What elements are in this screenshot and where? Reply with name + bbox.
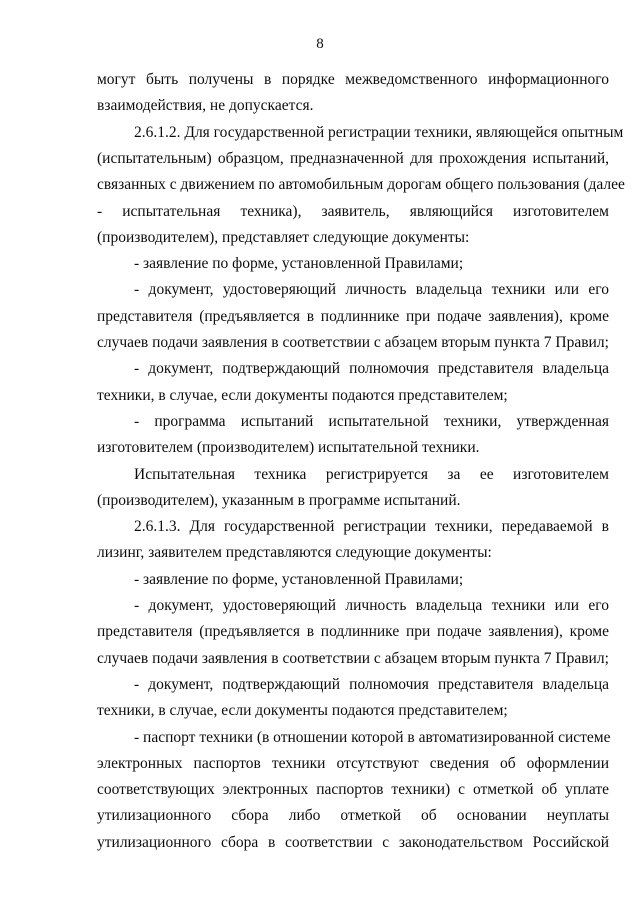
text-line: - документ, подтверждающий полномочия представителя владельца xyxy=(134,675,609,693)
text-line: 2.6.1.3. Для государственной регистрации техники, передаваемой в xyxy=(134,518,609,536)
text-line: 2.6.1.2. Для государственной регистрации техники, являющейся опытным xyxy=(134,123,624,141)
text-line: изготовителем (производителем) испытательной техники. xyxy=(97,439,480,457)
text-line: соответствующих электронных паспортов техники) с отметкой об уплате xyxy=(97,781,609,799)
text-line: случаев подачи заявления в соответствии с абзацем вторым пункта 7 Правил; xyxy=(97,334,609,351)
text-line: электронных паспортов техники отсутствуют сведения об оформлении xyxy=(97,754,609,772)
text-line: утилизационного сбора в соответствии с законодательством Российской xyxy=(97,833,609,851)
text-line: - документ, подтверждающий полномочия представителя владельца xyxy=(134,360,609,378)
text-line: - документ, удостоверяющий личность владельца техники или его xyxy=(134,597,609,614)
text-line: взаимодействия, не допускается. xyxy=(97,97,314,115)
text-line: - программа испытаний испытательной техники, утвержденная xyxy=(134,412,609,430)
text-line: связанных с движением по автомобильным дорогам общего пользования (далее xyxy=(97,176,625,194)
text-line: - заявление по форме, установленной Правилами; xyxy=(134,255,464,273)
text-line: - паспорт техники (в отношении которой в автоматизированной системе xyxy=(134,728,611,746)
text-line: Испытательная техника регистрируется за ее изготовителем xyxy=(134,465,609,483)
text-line: (производителем), представляет следующие документы: xyxy=(97,228,470,246)
text-line: техники, в случае, если документы подаются представителем; xyxy=(97,702,508,720)
text-line: утилизационного сбора либо отметкой об основании неуплаты xyxy=(97,807,609,825)
text-line: случаев подачи заявления в соответствии с абзацем вторым пункта 7 Правил; xyxy=(97,649,609,667)
page-number: 8 xyxy=(316,36,324,52)
text-line: представителя (предъявляется в подлиннике при подаче заявления), кроме xyxy=(97,307,609,325)
text-line: (испытательным) образцом, предназначенной для прохождения испытаний, xyxy=(97,149,609,167)
text-line: могут быть получены в порядке межведомственного информационного xyxy=(97,71,609,88)
text-line: техники, в случае, если документы подаются представителем; xyxy=(97,386,508,404)
text-line: представителя (предъявляется в подлиннике при подаче заявления), кроме xyxy=(97,623,609,641)
text-line: - испытательная техника), заявитель, являющийся изготовителем xyxy=(97,202,609,220)
text-line: (производителем), указанным в программе испытаний. xyxy=(97,491,461,509)
text-line: - документ, удостоверяющий личность владельца техники или его xyxy=(134,281,609,299)
text-line: - заявление по форме, установленной Правилами; xyxy=(134,570,464,588)
text-line: лизинг, заявителем представляются следующие документы: xyxy=(97,544,492,562)
